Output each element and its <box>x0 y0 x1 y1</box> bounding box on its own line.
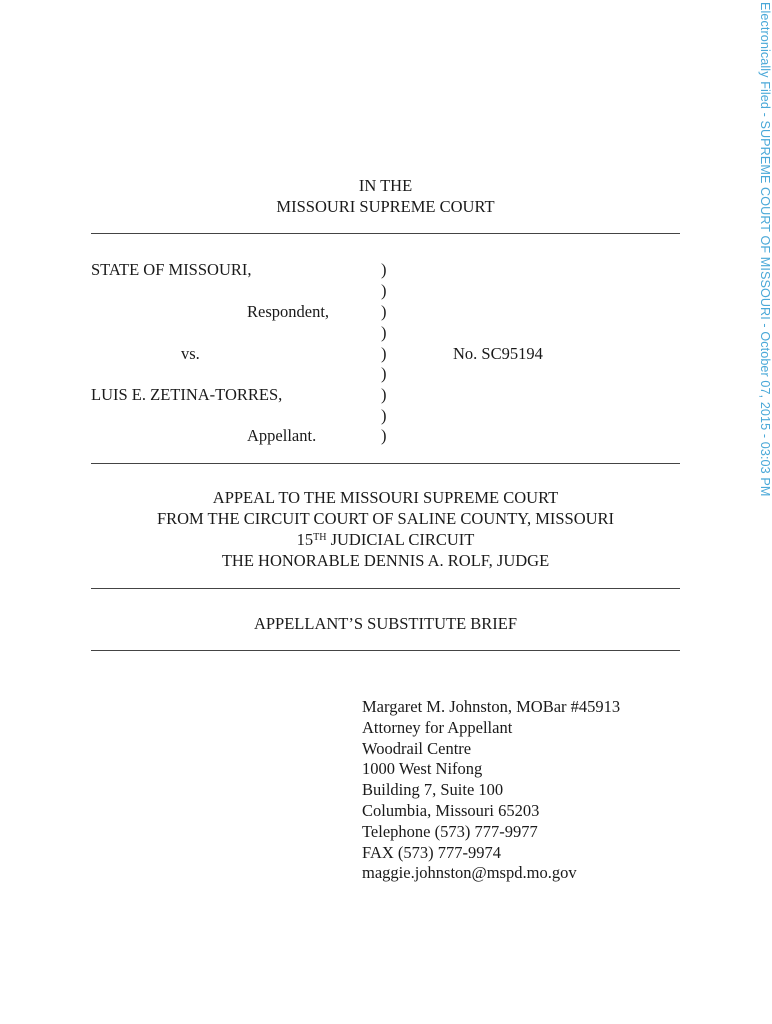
brief-title: APPELLANT’S SUBSTITUTE BRIEF <box>253 614 518 633</box>
divider-caption <box>91 463 680 464</box>
attorney-fax: FAX (573) 777-9974 <box>362 842 502 862</box>
attorney-block <box>362 697 620 884</box>
plaintiff-name: STATE OF MISSOURI, <box>91 260 252 279</box>
versus-label: vs. <box>181 344 200 363</box>
attorney-role: Attorney for Appellant <box>362 717 513 737</box>
divider-bottom <box>91 650 680 651</box>
attorney-city: Columbia, Missouri 65203 <box>362 800 540 820</box>
attorney-telephone: Telephone (573) 777-9977 <box>362 821 538 841</box>
circuit-number: 15 <box>296 530 314 549</box>
defendant-name: LUIS E. ZETINA-TORRES, <box>91 385 283 404</box>
appeal-line4: THE HONORABLE DENNIS A. ROLF, JUDGE <box>221 551 550 570</box>
caption-paren: ) <box>381 281 387 300</box>
caption-paren: ) <box>381 323 387 342</box>
appeal-line1: APPEAL TO THE MISSOURI SUPREME COURT <box>212 488 559 507</box>
caption-paren: ) <box>381 406 387 425</box>
defendant-role: Appellant. <box>247 426 317 445</box>
appeal-line2: FROM THE CIRCUIT COURT OF SALINE COUNTY, MISSOURI <box>156 509 615 528</box>
divider-top <box>91 233 680 234</box>
circuit-ordinal: TH <box>313 532 327 543</box>
appeal-line3 <box>91 530 680 550</box>
attorney-suite: Building 7, Suite 100 <box>362 780 504 800</box>
caption-paren: ) <box>381 302 387 321</box>
caption-paren: ) <box>381 344 387 363</box>
attorney-street: 1000 West Nifong <box>362 759 483 779</box>
caption-paren: ) <box>381 260 387 279</box>
plaintiff-role: Respondent, <box>247 302 330 321</box>
case-number: No. SC95194 <box>453 344 543 363</box>
caption-paren: ) <box>381 385 387 404</box>
court-heading-line1: IN THE <box>358 176 413 195</box>
attorney-building: Woodrail Centre <box>362 738 472 758</box>
attorney-email: maggie.johnston@mspd.mo.gov <box>362 863 577 883</box>
attorney-name: Margaret M. Johnston, MOBar #45913 <box>362 697 621 716</box>
court-heading-line2: MISSOURI SUPREME COURT <box>276 197 495 216</box>
divider-appeal <box>91 588 680 589</box>
caption-paren: ) <box>381 364 387 383</box>
caption-paren: ) <box>381 426 387 445</box>
circuit-label: JUDICIAL CIRCUIT <box>326 530 475 549</box>
electronic-filing-stamp: Electronically Filed - SUPREME COURT OF MISSOURI - October 07, 2015 - 03:03 PM <box>758 2 772 497</box>
